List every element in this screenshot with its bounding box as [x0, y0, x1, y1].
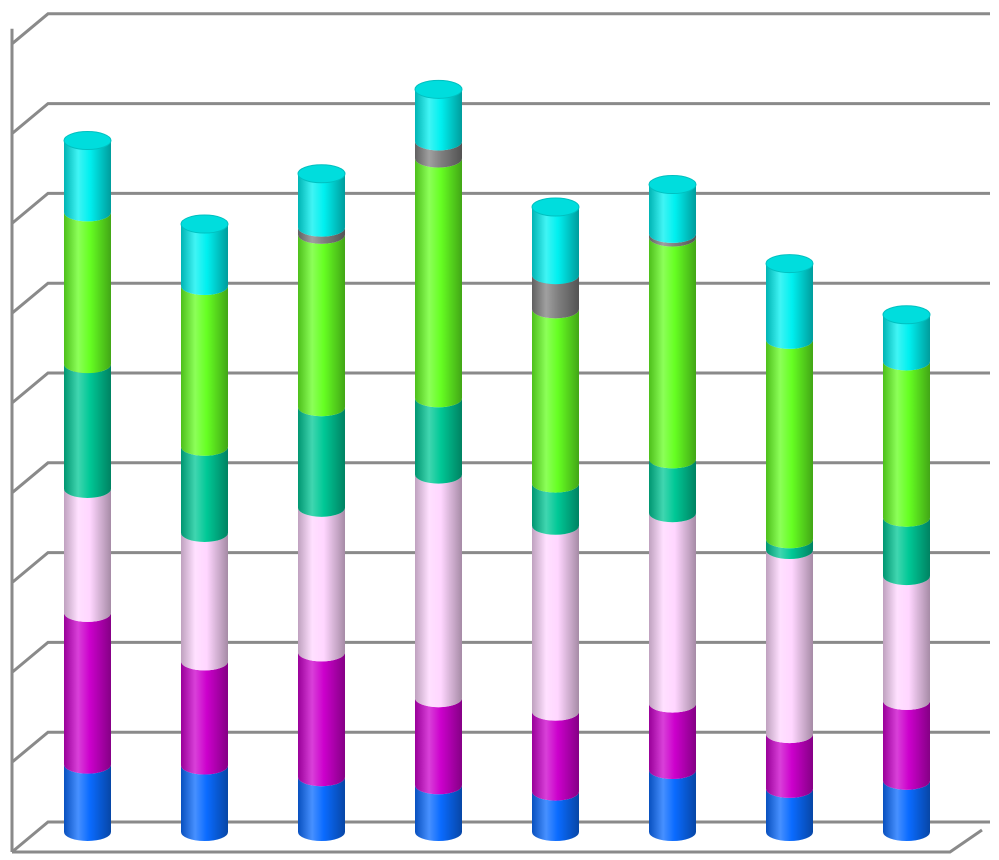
bar-top-cap	[298, 165, 345, 183]
bar-segment	[181, 286, 228, 456]
bar-segment	[298, 652, 345, 786]
gridline	[12, 822, 990, 852]
gridline	[12, 732, 990, 762]
gridline	[12, 283, 990, 313]
gridlines	[12, 14, 990, 852]
bar-segment	[883, 576, 930, 710]
gridline	[12, 463, 990, 493]
bar-segment	[181, 224, 228, 295]
bar-top-cap	[649, 176, 696, 194]
bar-segment	[181, 766, 228, 841]
bar-segment	[532, 309, 579, 492]
bar-segment	[64, 141, 111, 222]
gridline	[12, 553, 990, 583]
bar-stack	[766, 255, 813, 841]
bar-stack	[883, 306, 930, 841]
bar-segment	[181, 447, 228, 542]
bar-segment	[64, 613, 111, 774]
bar-segment	[415, 398, 462, 483]
bar-stack	[649, 176, 696, 841]
bar-segment	[766, 734, 813, 798]
bar-segment	[415, 698, 462, 794]
bar-segment	[883, 361, 930, 526]
gridline	[12, 193, 990, 223]
bar-segment	[766, 550, 813, 743]
gridline	[12, 14, 990, 44]
bar-segment	[649, 238, 696, 469]
bar-segment	[64, 765, 111, 841]
bar-segment	[64, 212, 111, 373]
bar-segment	[532, 526, 579, 721]
bar-segment	[649, 513, 696, 712]
bar-segment	[883, 518, 930, 585]
bar-segment	[298, 777, 345, 841]
bar-segment	[532, 207, 579, 284]
bar-stack	[532, 198, 579, 841]
bar-top-cap	[883, 306, 930, 324]
gridline	[12, 104, 990, 134]
bar-top-cap	[766, 255, 813, 273]
bar-stack	[298, 165, 345, 841]
bar-segment	[181, 661, 228, 774]
gridline	[12, 373, 990, 403]
bar-segment	[766, 340, 813, 548]
bar-segment	[766, 264, 813, 349]
gridline	[12, 642, 990, 672]
bar-top-cap	[415, 80, 462, 98]
bar-segment	[883, 701, 930, 790]
bar-top-cap	[532, 198, 579, 216]
bar-segment	[64, 364, 111, 498]
bar-segment	[415, 475, 462, 708]
bar-segment	[181, 533, 228, 670]
bar-segment	[298, 235, 345, 416]
bar-stack	[415, 80, 462, 841]
bar-stack	[181, 215, 228, 841]
bar-top-cap	[181, 215, 228, 233]
bar-top-cap	[64, 132, 111, 150]
bar-segment	[532, 712, 579, 801]
bar-segment	[649, 704, 696, 779]
bar-segment	[298, 407, 345, 517]
bar-segment	[415, 159, 462, 408]
bar-segment	[64, 489, 111, 622]
bar-segment	[649, 459, 696, 522]
bar-stack	[64, 132, 111, 841]
bar-segment	[298, 508, 345, 662]
floor-edge	[12, 830, 982, 852]
bar-segment	[883, 781, 930, 841]
bar-segment	[649, 770, 696, 841]
